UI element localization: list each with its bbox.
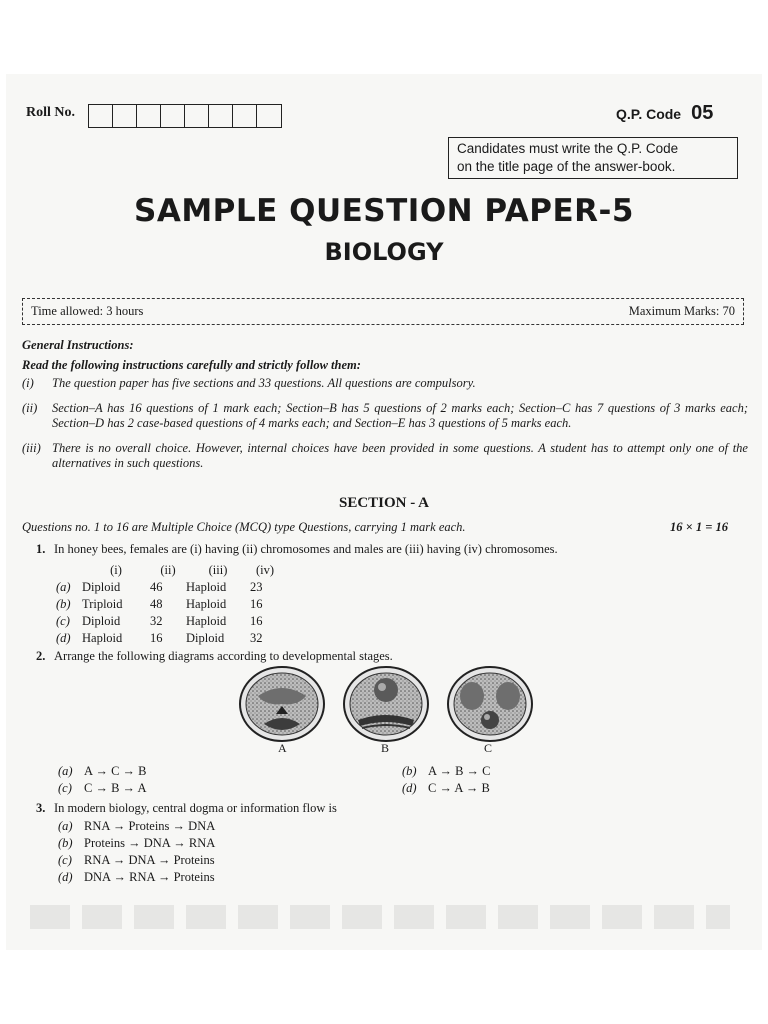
option-letter: (d) bbox=[402, 781, 417, 795]
question-text: In modern biology, central dogma or information flow is bbox=[54, 801, 337, 815]
roll-box bbox=[89, 105, 113, 127]
table-cell: Diploid bbox=[186, 631, 225, 645]
roll-box bbox=[233, 105, 257, 127]
time-allowed: Time allowed: 3 hours bbox=[31, 304, 144, 318]
table-cell: Triploid bbox=[82, 597, 123, 611]
diagram-b bbox=[344, 667, 428, 741]
option-text: C → A → B bbox=[428, 781, 490, 795]
table-row bbox=[56, 630, 280, 647]
diagram-c bbox=[448, 667, 532, 741]
option-b bbox=[58, 836, 215, 851]
option-a bbox=[58, 764, 147, 779]
roll-number-label: Roll No. bbox=[26, 105, 75, 120]
option-letter: (d) bbox=[56, 631, 71, 645]
column-header: (iv) bbox=[255, 563, 275, 577]
section-title: SECTION - A bbox=[338, 495, 430, 511]
maximum-marks: Maximum Marks: 70 bbox=[628, 304, 735, 318]
table-cell: 46 bbox=[150, 580, 163, 594]
option-c bbox=[58, 781, 147, 796]
time-marks-band bbox=[22, 298, 744, 325]
question-text: Arrange the following diagrams according to developmental stages. bbox=[54, 649, 393, 663]
qp-code bbox=[616, 102, 713, 125]
table-cell: 16 bbox=[250, 614, 263, 628]
option-d bbox=[58, 870, 215, 885]
option-letter: (c) bbox=[58, 853, 72, 867]
table-cell: Haploid bbox=[186, 597, 227, 611]
diagram-label-b: B bbox=[381, 741, 390, 755]
table-row bbox=[56, 613, 280, 630]
option-letter: (b) bbox=[402, 764, 417, 778]
instruction-number: (i) bbox=[22, 376, 34, 390]
instruction-text: Section–A has 16 questions of 1 mark each; Section–B has 5 questions of 2 marks each; Section–C has 7 questions of 3 marks each; Section–D has 2 case-based questions of 4 marks each; and Section–E has 3 questions of 5 marks each. bbox=[52, 401, 748, 430]
instruction-text: The question paper has five sections and 33 questions. All questions are compulsory. bbox=[52, 376, 476, 390]
q1-options-table bbox=[56, 562, 280, 647]
diagram-a bbox=[240, 667, 324, 741]
paper-title: SAMPLE QUESTION PAPER-5 bbox=[134, 193, 634, 229]
section-marks: 16 × 1 = 16 bbox=[670, 520, 728, 534]
option-text: A → C → B bbox=[84, 764, 147, 778]
table-row bbox=[56, 596, 280, 613]
qp-code-label: Q.P. Code bbox=[616, 106, 682, 122]
diagram-label-c: C bbox=[484, 741, 493, 755]
table-cell: Diploid bbox=[82, 580, 121, 594]
table-cell: 23 bbox=[250, 580, 263, 594]
option-text: RNA → Proteins → DNA bbox=[84, 819, 216, 833]
column-header: (ii) bbox=[160, 563, 176, 577]
roll-box bbox=[257, 105, 281, 127]
diagram-label-a: A bbox=[278, 741, 287, 755]
option-a bbox=[58, 819, 215, 834]
table-cell: Haploid bbox=[82, 631, 123, 645]
question-number: 1. bbox=[36, 542, 46, 556]
table-cell: 16 bbox=[250, 597, 263, 611]
roll-box bbox=[161, 105, 185, 127]
question-3 bbox=[36, 801, 337, 816]
option-c bbox=[58, 853, 215, 868]
roll-box bbox=[137, 105, 161, 127]
qp-code-value: 05 bbox=[691, 102, 714, 124]
candidate-note-box bbox=[448, 137, 738, 179]
instructions-read-note: Read the following instructions carefully and strictly follow them: bbox=[22, 358, 361, 372]
option-letter: (b) bbox=[56, 597, 71, 611]
option-text: A → B → C bbox=[428, 764, 491, 778]
column-header: (iii) bbox=[208, 563, 228, 577]
roll-box bbox=[209, 105, 233, 127]
option-letter: (d) bbox=[58, 870, 73, 884]
table-cell: 32 bbox=[250, 631, 263, 645]
table-cell: 16 bbox=[150, 631, 163, 645]
bleed-through-text bbox=[30, 905, 730, 929]
table-header-row bbox=[56, 562, 280, 579]
option-text: C → B → A bbox=[84, 781, 147, 795]
instruction-number: (ii) bbox=[22, 401, 38, 415]
table-cell: Haploid bbox=[186, 614, 227, 628]
roll-box bbox=[185, 105, 209, 127]
table-cell: 48 bbox=[150, 597, 163, 611]
instructions-heading: General Instructions: bbox=[22, 338, 134, 352]
option-letter: (a) bbox=[56, 580, 71, 594]
section-intro: Questions no. 1 to 16 are Multiple Choice (MCQ) type Questions, carrying 1 mark each. bbox=[22, 520, 466, 534]
option-d bbox=[402, 781, 490, 796]
table-cell: 32 bbox=[150, 614, 163, 628]
option-text: DNA → RNA → Proteins bbox=[84, 870, 215, 884]
option-text: Proteins → DNA → RNA bbox=[84, 836, 216, 850]
question-text: In honey bees, females are (i) having (ii) chromosomes and males are (iii) having (iv) chromosomes. bbox=[54, 542, 558, 556]
table-cell: Haploid bbox=[186, 580, 227, 594]
question-1 bbox=[36, 542, 558, 557]
instruction-item bbox=[22, 441, 748, 471]
table-cell: Diploid bbox=[82, 614, 121, 628]
instruction-item bbox=[22, 401, 748, 431]
option-letter: (c) bbox=[56, 614, 70, 628]
option-letter: (a) bbox=[58, 764, 73, 778]
question-number: 3. bbox=[36, 801, 46, 815]
option-letter: (a) bbox=[58, 819, 73, 833]
instruction-text: There is no overall choice. However, internal choices have been provided in some questions. A student has to attempt only one of the alternatives in such questions. bbox=[52, 441, 748, 470]
candidate-note-line: Candidates must write the Q.P. Code bbox=[457, 141, 679, 156]
option-letter: (b) bbox=[58, 836, 73, 850]
roll-box bbox=[113, 105, 137, 127]
column-header: (i) bbox=[110, 563, 122, 577]
option-letter: (c) bbox=[58, 781, 72, 795]
option-b bbox=[402, 764, 491, 779]
subject-title: BIOLOGY bbox=[324, 238, 444, 266]
question-2 bbox=[36, 649, 393, 664]
instruction-number: (iii) bbox=[22, 441, 41, 455]
roll-number-boxes bbox=[88, 104, 282, 128]
instruction-item bbox=[22, 376, 748, 391]
candidate-note-line: on the title page of the answer-book. bbox=[457, 159, 676, 174]
table-row bbox=[56, 579, 280, 596]
option-text: RNA → DNA → Proteins bbox=[84, 853, 215, 867]
question-number: 2. bbox=[36, 649, 46, 663]
